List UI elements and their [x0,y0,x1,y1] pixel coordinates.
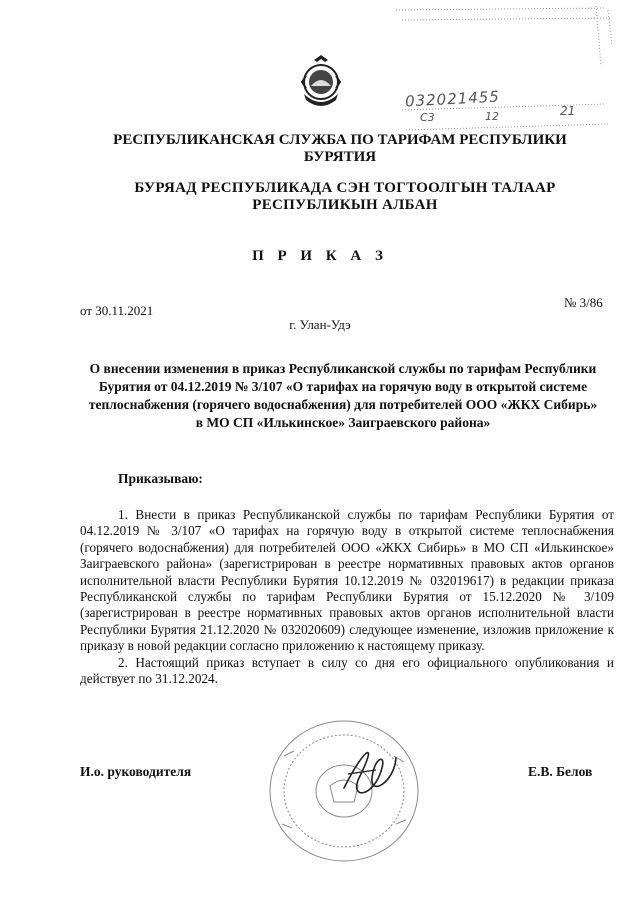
order-directive: Приказываю: [118,471,203,486]
handwritten-signature [334,738,404,808]
body-paragraph-1: 1. Внести в приказ Республиканской службы по тарифам Республики Бурятия от 04.12.2019 № 3/107 «О тарифах на горячую воду в открытой системе теплоснабжения (горячего водоснабжения) для потребителей ООО «ЖКХ Сибирь» в МО СП «Илькинское» Заиграевского района» (зарегистрирован в реестре нормативных правовых актов органов исполнительной власти Республики Бурятия 10.12.2019 № 032019617) в редакции приказа Республиканской службы по тарифам Республики Бурятия от 15.12.2020 № 3/109 (зарегистрирован в реестре нормативных правовых актов органов исполнительной власти Республики Бурятия 21.12.2020 № 032020609) следующее изменение, изложив приложение к приказу в новой редакции согласно приложению к настоящему приказу. [80,507,614,654]
document-body [80,507,614,687]
registration-code-right: 21 [560,104,576,118]
registration-code-mid: 12 [485,110,499,123]
document-date: от 30.11.2021 [80,303,154,318]
document-number: № 3/86 [564,295,603,310]
agency-title-buryat: БУРЯАД РЕСПУБЛИКАДА СЭН ТОГТООЛГЫН ТАЛААР РЕСПУБЛИКЫН АЛБАН [134,180,556,213]
signatory-position: И.о. руководителя [80,764,192,779]
document-subject: О внесении изменения в приказ Республиканской службы по тарифам Республики Бурятия от 04.12.2019 № 3/107 «О тарифах на горячую воду в открытой системе теплоснабжения (горячего водоснабжения) для потребителей ООО «ЖКХ Сибирь» в МО СП «Илькинское» Заиграевского района» [88,361,598,430]
body-paragraph-2: 2. Настоящий приказ вступает в силу со дня его официального опубликования и действует по 31.12.2024. [80,654,614,687]
coat-of-arms-emblem [298,52,344,108]
signatory-name: Е.В. Белов [528,764,593,779]
document-city: г. Улан-Удэ [289,317,351,332]
document-type-title: П Р И К А З [252,248,388,264]
registration-stamp-frame [396,6,616,146]
agency-title-russian: РЕСПУБЛИКАНСКАЯ СЛУЖБА ПО ТАРИФАМ РЕСПУБЛИКИ БУРЯТИЯ [113,132,567,165]
registration-number: 032021455 [404,87,501,111]
registration-code-left: С3 [420,111,435,124]
